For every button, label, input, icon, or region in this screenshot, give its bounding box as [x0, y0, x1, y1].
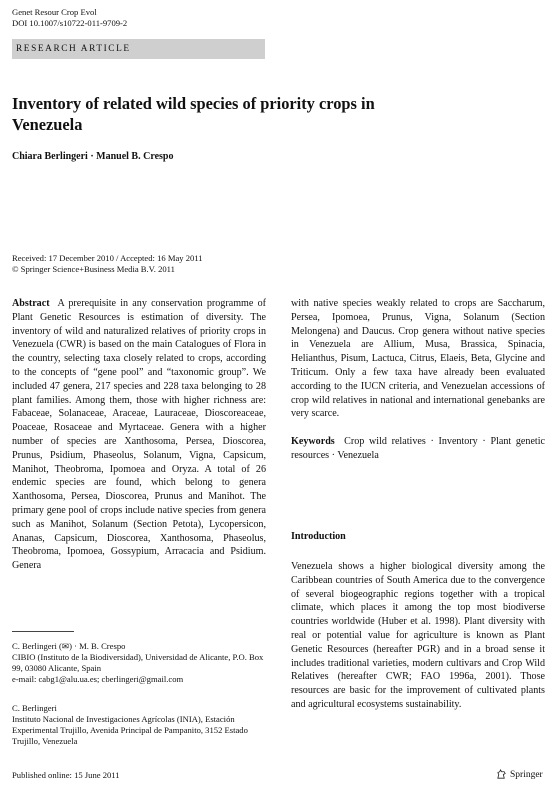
abstract-column-1	[12, 297, 266, 573]
authors: Chiara Berlingeri · Manuel B. Crespo	[12, 151, 174, 162]
journal-name: Genet Resour Crop Evol	[12, 7, 97, 17]
keywords-label: Keywords	[291, 436, 335, 448]
affiliation-email[interactable]: e-mail: cabg1@alu.ua.es; cberlingeri@gmail.com	[12, 674, 184, 684]
affiliation-author: C. Berlingeri	[12, 703, 57, 713]
received-accepted: Received: 17 December 2010 / Accepted: 16 May 2011	[12, 253, 203, 263]
springer-horse-icon	[496, 769, 507, 780]
affiliation-block-2	[12, 703, 267, 747]
article-title: Inventory of related wild species of priority crops in Venezuela	[12, 94, 375, 134]
introduction-heading: Introduction	[291, 531, 346, 542]
springer-logo	[496, 769, 543, 780]
abstract-text-col1: A prerequisite in any conservation programme of Plant Genetic Resources is estimation of diversity. The inventory of wild and naturalized relatives of priority crops in Venezuela (CWR) is based on the main Catalogues of Flora in the country, selecting taxa closely related to crops, according to the concepts of “gene pool” and “taxonomic group”. We included 47 genera, 217 species and 228 taxa belonging to 28 plant families. Among them, those with higher richness are: Fabaceae, Solanaceae, Araceae, Lauraceae, Dioscoreaceae, Poaceae, Rosaceae and Myrtaceae. Genera with a higher number of species are Xanthosoma, Persea, Dioscorea, Prunus, Psidium, Phaseolus, Solanum, Vigna, Capsicum, Manihot, Theobroma, Ipomoea and Oryza. A total of 26 endemic species are found, which belong to genera Xanthosoma, Persea, Dioscorea, Prunus and Manihot. The primary gene pool of crops include native species from genera such as Manihot, Solanum (Section Petota), Lycopersicon, Ananas, Capsicum, Dioscorea, Xanthosoma, Phaseolus, Theobroma, Ipomoea, Gossypium, Arracacia and Psidium. Genera	[12, 298, 267, 572]
dates	[12, 253, 203, 275]
abstract-text-col2: with native species weakly related to crops are Saccharum, Persea, Ipomoea, Prunus, Vigna, Solanum (Section Melongena) and Daucus. Crop genera without native species in Venezuela are Allium, Musa, Brassica, Spinacia, Helianthus, Pisum, Lactuca, Citrus, Elaeis, Beta, Glycine and Triticum. Only a few taxa have already been evaluated according to the IUCN criteria, and Venezuelan accessions of crop wild relatives in national and international genebanks are very scarce.	[291, 298, 545, 420]
journal-header	[12, 7, 127, 29]
affiliation-block-1	[12, 641, 267, 685]
abstract-column-2	[291, 297, 545, 463]
affiliation-authors: C. Berlingeri (✉) · M. B. Crespo	[12, 641, 126, 651]
introduction-text: Venezuela shows a higher biological diversity among the Caribbean countries of South America due to the convergence of several biogeographic regions together with a tropical climate, which places it among the top most biodiverse countries worldwide (Huber et al. 1998). Plant diversity with real or potential value for agriculture is known as Plant Genetic Resources (hereafter PGR) and in a broad sense it includes traditional varieties, modern cultivars and Crop Wild Relatives (hereafter CWR; FAO 1996a, 2001). Those resources are basic for the improvement of cultivated plants and agricultural ecosystems sustainability.	[291, 561, 545, 710]
copyright: © Springer Science+Business Media B.V. 2011	[12, 264, 175, 274]
doi: DOI 10.1007/s10722-011-9709-2	[12, 18, 128, 28]
article-type-banner: RESEARCH ARTICLE	[12, 39, 265, 59]
abstract-paragraph	[12, 297, 266, 573]
footnote-rule	[12, 631, 74, 632]
abstract-label: Abstract	[12, 298, 50, 309]
introduction-body	[291, 560, 545, 712]
published-online: Published online: 15 June 2011	[12, 770, 120, 780]
springer-wordmark: Springer	[510, 769, 543, 780]
affiliation-institution: CIBIO (Instituto de la Biodiversidad), Universidad de Alicante, P.O. Box 99, 03080 Alicante, Spain	[12, 652, 264, 673]
keywords	[291, 435, 545, 463]
keywords-text: Crop wild relatives · Inventory · Plant genetic resources · Venezuela	[291, 436, 546, 461]
affiliation-institution: Instituto Nacional de Investigaciones Agrícolas (INIA), Estación Experimental Trujillo, Avenida Principal de Pampanito, 3152 Estado Trujillo, Venezuela	[12, 714, 248, 746]
